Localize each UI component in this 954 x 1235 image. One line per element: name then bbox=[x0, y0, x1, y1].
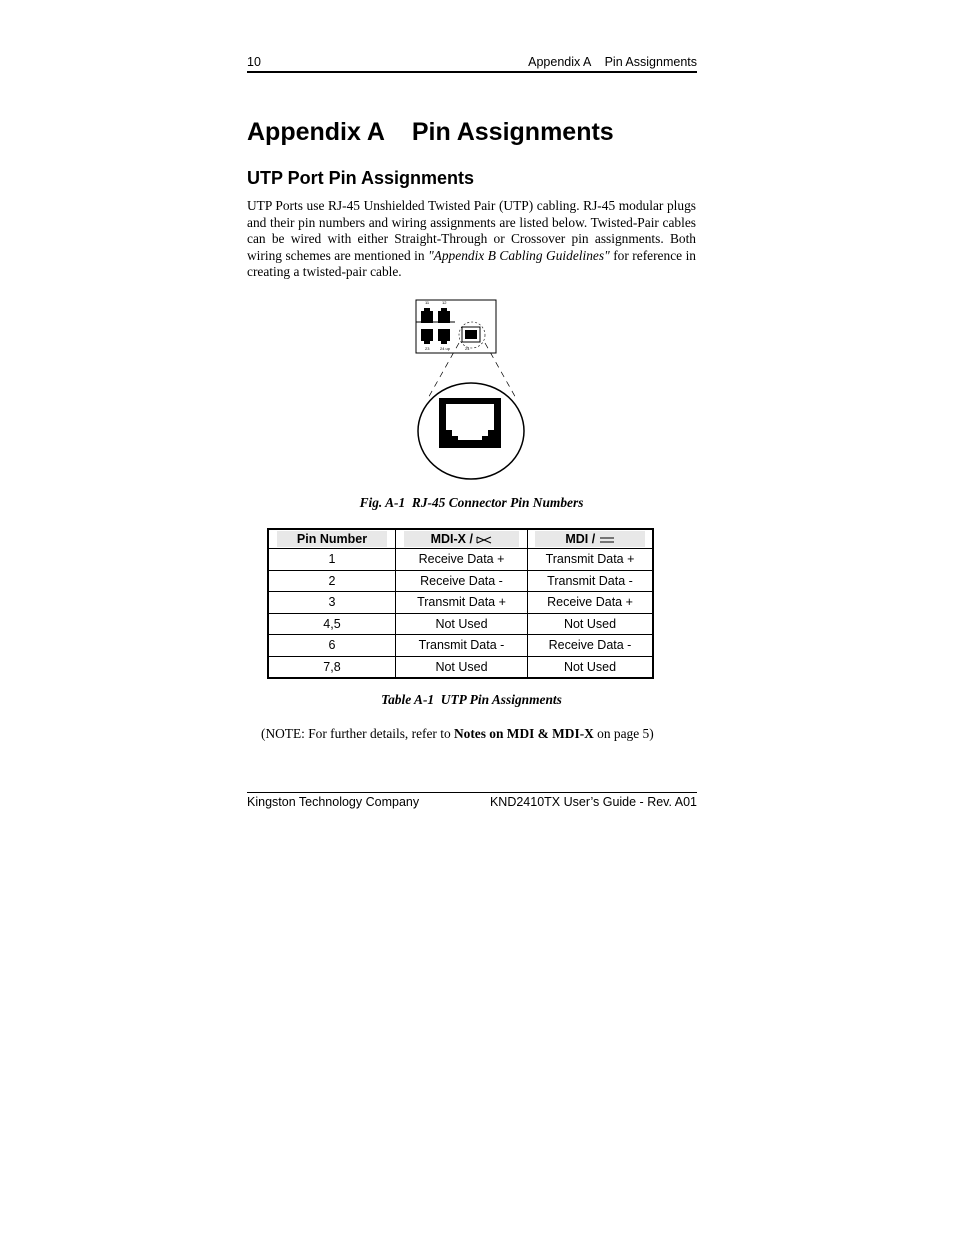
straight-through-icon bbox=[599, 535, 615, 545]
header-section-title: Appendix A Pin Assignments bbox=[528, 55, 697, 69]
port-icon bbox=[421, 311, 433, 323]
mdix-cell: Receive Data + bbox=[396, 549, 528, 571]
mdi-cell: Transmit Data - bbox=[528, 570, 654, 592]
pin-number-cell: 2 bbox=[268, 570, 396, 592]
pin-assignment-table bbox=[267, 528, 654, 679]
body-paragraph bbox=[247, 198, 696, 281]
port-label-bottom-left: 23 bbox=[425, 346, 430, 351]
pin-number-cell: 1 bbox=[268, 549, 396, 571]
mdi-cell: Receive Data + bbox=[528, 592, 654, 614]
mdi-cell: Transmit Data + bbox=[528, 549, 654, 571]
table-header-row bbox=[268, 529, 653, 549]
table-row bbox=[268, 613, 653, 635]
mdix-cell: Not Used bbox=[396, 613, 528, 635]
column-header-mdi: MDI / bbox=[528, 529, 654, 549]
port-icon bbox=[438, 311, 450, 323]
footer-document-title: KND2410TX User’s Guide - Rev. A01 bbox=[489, 795, 697, 809]
mdix-cell: Receive Data - bbox=[396, 570, 528, 592]
column-header-pin-number: Pin Number bbox=[268, 529, 396, 549]
crossover-icon bbox=[476, 535, 492, 545]
mdix-cell: Not Used bbox=[396, 656, 528, 678]
column-header-mdix: MDI-X / bbox=[396, 529, 528, 549]
figure-caption: Fig. A-1 RJ-45 Connector Pin Numbers bbox=[359, 495, 584, 510]
page-title: Appendix A Pin Assignments bbox=[247, 118, 614, 146]
mdi-cell: Not Used bbox=[528, 613, 654, 635]
page-header bbox=[247, 55, 697, 73]
page-number: 10 bbox=[247, 55, 261, 69]
mdix-cell: Transmit Data - bbox=[396, 635, 528, 657]
note-reference: Notes on MDI & MDI-X bbox=[453, 726, 594, 741]
mdix-cell: Transmit Data + bbox=[396, 592, 528, 614]
body-text-part1: UTP Ports use RJ-45 Unshielded Twisted Pair (UTP) cabling. RJ-45 modular plugs and their pin numbers and wiring assignments are listed below. Twisted-Pair cables can be wired with either Straight-Through or Crossover pin assignments. Both wiring schemes are mentioned in bbox=[247, 198, 696, 263]
pin-number-cell: 7,8 bbox=[268, 656, 396, 678]
table-row bbox=[268, 570, 653, 592]
port-label-bottom-mid: 24 up bbox=[440, 346, 451, 351]
body-text-italic: "Appendix B Cabling Guidelines" bbox=[428, 247, 610, 263]
port-label-bottom-right: 24 bbox=[465, 346, 470, 351]
rj45-connector-illustration bbox=[413, 296, 533, 486]
table-row bbox=[268, 656, 653, 678]
page-footer bbox=[247, 792, 697, 811]
body-text-part2: for reference in creating a twisted-pair cable. bbox=[247, 247, 696, 280]
note-text: (NOTE: For further details, refer to Notes on MDI & MDI-X on page 5) bbox=[261, 726, 654, 741]
table-row bbox=[268, 549, 653, 571]
port-label-top-right: 12 bbox=[442, 300, 447, 305]
port-icon bbox=[438, 329, 450, 341]
table-caption: Table A-1 UTP Pin Assignments bbox=[381, 692, 562, 707]
pin-number-cell: 3 bbox=[268, 592, 396, 614]
pin-number-cell: 6 bbox=[268, 635, 396, 657]
rj45-connector-figure bbox=[413, 296, 533, 486]
footer-company: Kingston Technology Company bbox=[247, 795, 420, 809]
table-row bbox=[268, 592, 653, 614]
section-heading: UTP Port Pin Assignments bbox=[247, 168, 475, 188]
port-icon bbox=[421, 329, 433, 341]
port-label-top-left: 11 bbox=[425, 300, 430, 305]
mdi-cell: Not Used bbox=[528, 656, 654, 678]
table-row bbox=[268, 635, 653, 657]
pin-number-cell: 4,5 bbox=[268, 613, 396, 635]
mdi-cell: Receive Data - bbox=[528, 635, 654, 657]
